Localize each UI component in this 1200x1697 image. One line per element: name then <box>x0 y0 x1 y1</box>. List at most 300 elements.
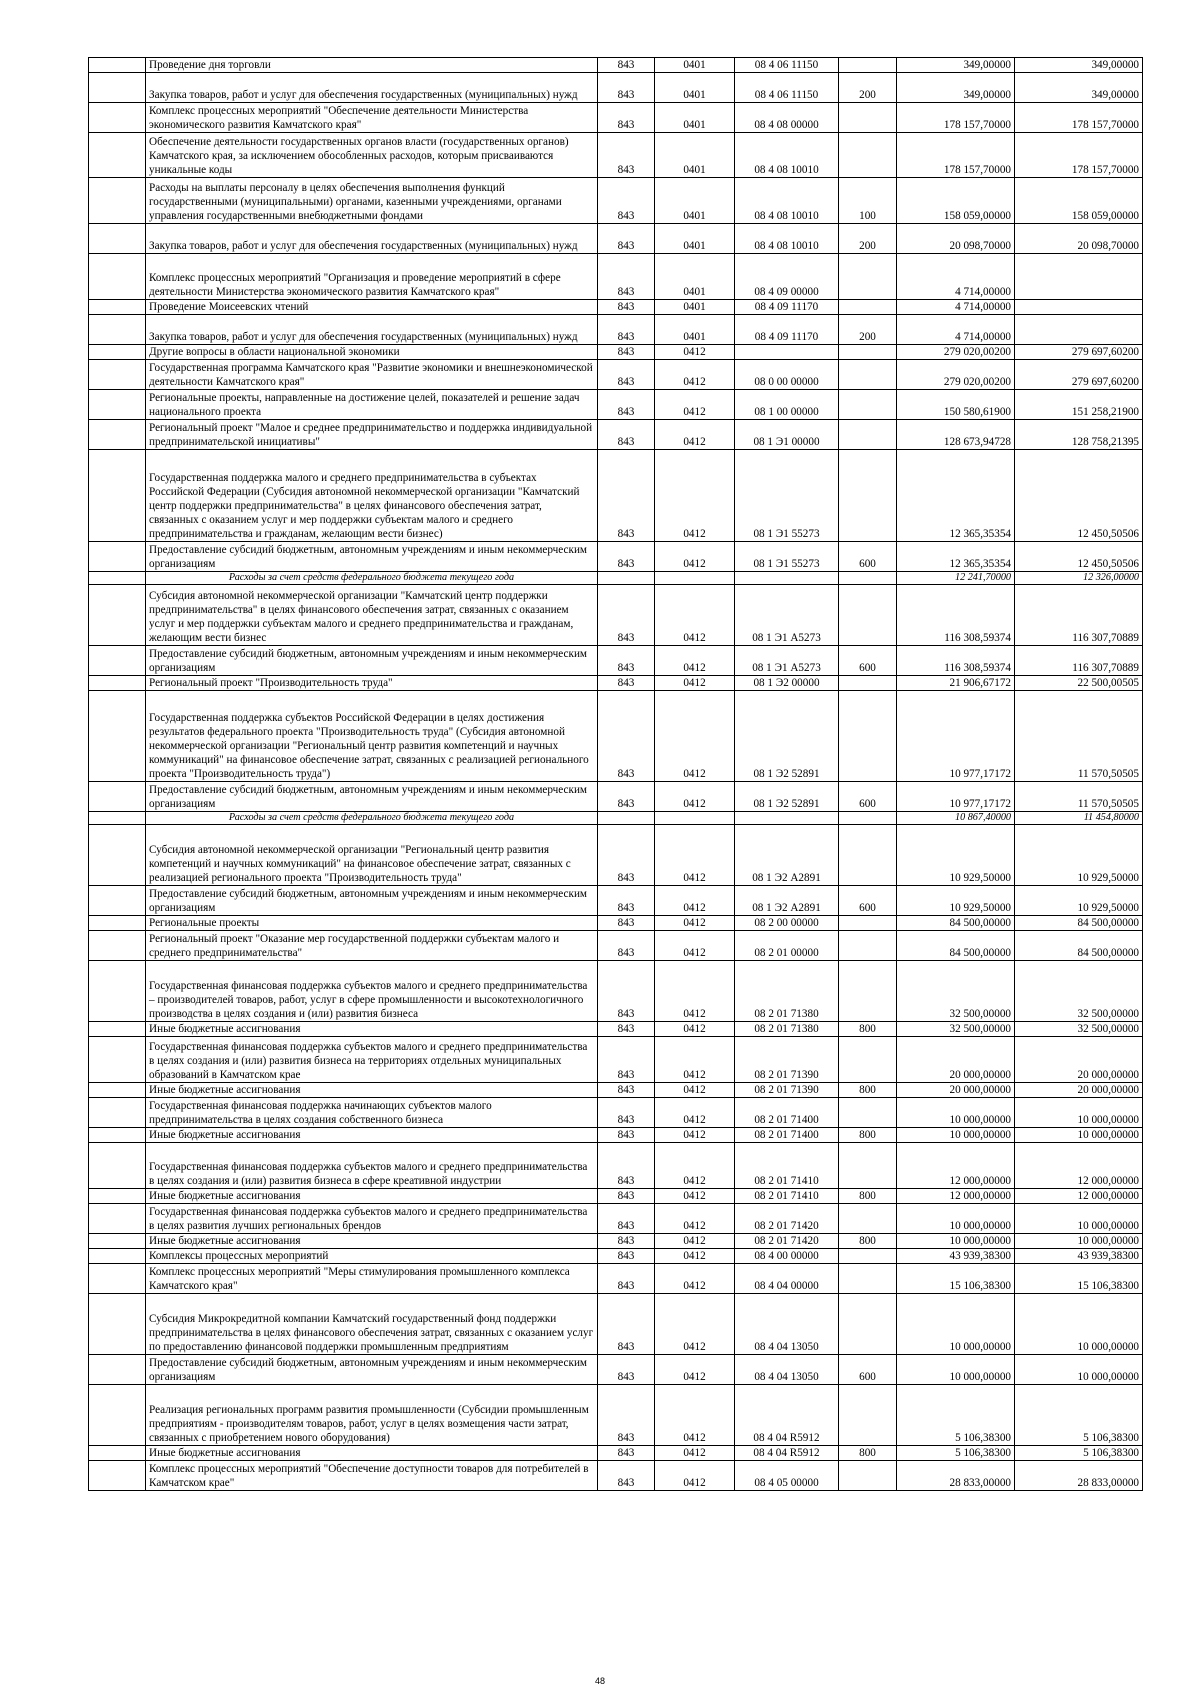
cell-amount-year1: 32 500,00000 <box>897 1022 1015 1037</box>
cell-ministry-code <box>598 572 655 585</box>
cell-ministry-code: 843 <box>598 1234 655 1249</box>
federal-budget-row <box>89 572 1143 585</box>
cell-amount-year1: 10 929,50000 <box>897 825 1015 886</box>
cell-expense-type <box>839 691 897 782</box>
cell-expense-type: 800 <box>839 1128 897 1143</box>
cell-name: Предоставление субсидий бюджетным, автономным учреждениям и иным некоммерческим организациям <box>146 782 598 812</box>
cell-amount-year2: 84 500,00000 <box>1015 916 1143 931</box>
table-row <box>89 300 1143 315</box>
cell-amount-year2: 84 500,00000 <box>1015 931 1143 961</box>
cell-target-item: 08 2 01 71420 <box>735 1234 839 1249</box>
cell-section-code: 0412 <box>655 1385 735 1446</box>
cell-ministry-code: 843 <box>598 254 655 300</box>
table-row <box>89 178 1143 224</box>
cell-index <box>89 133 146 178</box>
cell-section-code: 0412 <box>655 1461 735 1491</box>
cell-expense-type <box>839 1098 897 1128</box>
cell-target-item <box>735 345 839 360</box>
table-row <box>89 73 1143 103</box>
cell-ministry-code: 843 <box>598 178 655 224</box>
cell-section-code: 0412 <box>655 825 735 886</box>
cell-name: Иные бюджетные ассигнования <box>146 1189 598 1204</box>
cell-amount-year2: 12 326,00000 <box>1015 572 1143 585</box>
cell-index <box>89 691 146 782</box>
cell-section-code: 0412 <box>655 450 735 542</box>
cell-name: Закупка товаров, работ и услуг для обеспечения государственных (муниципальных) нужд <box>146 73 598 103</box>
cell-amount-year2: 279 697,60200 <box>1015 345 1143 360</box>
cell-ministry-code: 843 <box>598 1385 655 1446</box>
cell-amount-year2: 12 000,00000 <box>1015 1189 1143 1204</box>
cell-target-item: 08 1 Э2 A2891 <box>735 886 839 916</box>
cell-name: Расходы на выплаты персоналу в целях обеспечения выполнения функций государственными (муниципальными) органами, казенными учреждениями, органами управления государственными внебюджетными фондами <box>146 178 598 224</box>
cell-name: Государственная финансовая поддержка субъектов малого и среднего предпринимательства в целях развития лучших региональных брендов <box>146 1204 598 1234</box>
cell-amount-year1: 84 500,00000 <box>897 916 1015 931</box>
cell-expense-type <box>839 1037 897 1083</box>
cell-amount-year1: 178 157,70000 <box>897 103 1015 133</box>
cell-section-code: 0401 <box>655 133 735 178</box>
cell-name: Государственная финансовая поддержка субъектов малого и среднего предпринимательства в целях создания и (или) развития бизнеса в сфере креативной индустрии <box>146 1143 598 1189</box>
cell-ministry-code: 843 <box>598 1446 655 1461</box>
cell-name: Иные бюджетные ассигнования <box>146 1083 598 1098</box>
cell-section-code: 0412 <box>655 1098 735 1128</box>
cell-amount-year2: 32 500,00000 <box>1015 961 1143 1022</box>
cell-name: Предоставление субсидий бюджетным, автономным учреждениям и иным некоммерческим организациям <box>146 542 598 572</box>
cell-index <box>89 1143 146 1189</box>
cell-section-code: 0412 <box>655 886 735 916</box>
cell-section-code: 0412 <box>655 420 735 450</box>
cell-amount-year2: 12 450,50506 <box>1015 450 1143 542</box>
cell-index <box>89 103 146 133</box>
cell-section-code: 0412 <box>655 345 735 360</box>
cell-name: Государственная финансовая поддержка начинающих субъектов малого предпринимательства в целях создания собственного бизнеса <box>146 1098 598 1128</box>
cell-name: Субсидия Микрокредитной компании Камчатский государственный фонд поддержки предпринимательства в целях финансового обеспечения затрат, связанных с оказанием услуг по предоставлению финансовой поддержки промышленным предприятиям <box>146 1294 598 1355</box>
cell-index <box>89 1446 146 1461</box>
cell-index <box>89 1204 146 1234</box>
table-row <box>89 315 1143 345</box>
cell-amount-year1: 32 500,00000 <box>897 961 1015 1022</box>
cell-expense-type <box>839 58 897 73</box>
cell-amount-year1: 21 906,67172 <box>897 676 1015 691</box>
table-row <box>89 1204 1143 1234</box>
table-row <box>89 1294 1143 1355</box>
cell-section-code: 0401 <box>655 178 735 224</box>
cell-section-code: 0401 <box>655 224 735 254</box>
cell-section-code: 0412 <box>655 1037 735 1083</box>
cell-index <box>89 676 146 691</box>
cell-expense-type <box>839 1461 897 1491</box>
cell-name: Региональные проекты, направленные на достижение целей, показателей и решение задач национального проекта <box>146 390 598 420</box>
table-row <box>89 360 1143 390</box>
cell-target-item: 08 2 00 00000 <box>735 916 839 931</box>
cell-target-item: 08 1 Э1 00000 <box>735 420 839 450</box>
cell-ministry-code: 843 <box>598 782 655 812</box>
cell-section-code: 0401 <box>655 254 735 300</box>
cell-ministry-code: 843 <box>598 1294 655 1355</box>
cell-index <box>89 572 146 585</box>
table-body <box>89 58 1143 1491</box>
cell-name: Предоставление субсидий бюджетным, автономным учреждениям и иным некоммерческим организациям <box>146 886 598 916</box>
cell-amount-year2: 22 500,00505 <box>1015 676 1143 691</box>
cell-ministry-code: 843 <box>598 390 655 420</box>
cell-expense-type <box>839 1249 897 1264</box>
cell-target-item: 08 4 00 00000 <box>735 1249 839 1264</box>
cell-name: Государственная финансовая поддержка субъектов малого и среднего предпринимательства – производителей товаров, работ, услуг в сфере промышленности и высокотехнологичного производства в целях создания и (или) развития бизнеса <box>146 961 598 1022</box>
cell-amount-year2: 178 157,70000 <box>1015 103 1143 133</box>
cell-target-item: 08 1 Э1 55273 <box>735 450 839 542</box>
cell-section-code: 0412 <box>655 916 735 931</box>
cell-amount-year1: 116 308,59374 <box>897 585 1015 646</box>
cell-amount-year2: 12 450,50506 <box>1015 542 1143 572</box>
cell-target-item: 08 4 08 10010 <box>735 178 839 224</box>
cell-index <box>89 782 146 812</box>
table-row <box>89 931 1143 961</box>
table-row <box>89 961 1143 1022</box>
cell-section-code: 0412 <box>655 1022 735 1037</box>
table-row <box>89 420 1143 450</box>
cell-expense-type <box>839 360 897 390</box>
cell-target-item: 08 4 09 11170 <box>735 315 839 345</box>
cell-amount-year1: 178 157,70000 <box>897 133 1015 178</box>
cell-section-code: 0401 <box>655 73 735 103</box>
cell-ministry-code: 843 <box>598 676 655 691</box>
cell-name: Комплекс процессных мероприятий "Обеспечение деятельности Министерства экономического развития Камчатского края" <box>146 103 598 133</box>
cell-target-item: 08 4 04 00000 <box>735 1264 839 1294</box>
cell-index <box>89 1189 146 1204</box>
cell-section-code: 0412 <box>655 390 735 420</box>
cell-ministry-code: 843 <box>598 542 655 572</box>
cell-amount-year1: 10 000,00000 <box>897 1234 1015 1249</box>
table-row <box>89 1385 1143 1446</box>
budget-table <box>88 57 1143 1491</box>
cell-amount-year2: 28 833,00000 <box>1015 1461 1143 1491</box>
cell-section-code: 0412 <box>655 585 735 646</box>
cell-ministry-code: 843 <box>598 1143 655 1189</box>
table-row <box>89 133 1143 178</box>
cell-expense-type: 800 <box>839 1083 897 1098</box>
cell-amount-year2: 128 758,21395 <box>1015 420 1143 450</box>
cell-amount-year1: 5 106,38300 <box>897 1385 1015 1446</box>
cell-name: Предоставление субсидий бюджетным, автономным учреждениям и иным некоммерческим организациям <box>146 1355 598 1385</box>
cell-expense-type <box>839 103 897 133</box>
cell-amount-year2: 20 098,70000 <box>1015 224 1143 254</box>
cell-amount-year1: 20 000,00000 <box>897 1083 1015 1098</box>
cell-ministry-code: 843 <box>598 345 655 360</box>
cell-amount-year2: 10 000,00000 <box>1015 1098 1143 1128</box>
cell-amount-year2: 5 106,38300 <box>1015 1446 1143 1461</box>
cell-index <box>89 1128 146 1143</box>
cell-expense-type <box>839 300 897 315</box>
cell-index <box>89 812 146 825</box>
cell-amount-year2: 10 000,00000 <box>1015 1128 1143 1143</box>
cell-name: Иные бюджетные ассигнования <box>146 1234 598 1249</box>
table-row <box>89 390 1143 420</box>
table-row <box>89 886 1143 916</box>
cell-section-code: 0412 <box>655 1264 735 1294</box>
table-row <box>89 646 1143 676</box>
table-row <box>89 254 1143 300</box>
cell-amount-year1: 4 714,00000 <box>897 254 1015 300</box>
cell-name: Комплекс процессных мероприятий "Обеспечение доступности товаров для потребителей в Камчатском крае" <box>146 1461 598 1491</box>
cell-expense-type <box>839 390 897 420</box>
cell-ministry-code: 843 <box>598 73 655 103</box>
cell-index <box>89 420 146 450</box>
cell-amount-year1: 20 000,00000 <box>897 1037 1015 1083</box>
cell-index <box>89 224 146 254</box>
cell-ministry-code: 843 <box>598 961 655 1022</box>
cell-name: Региональный проект "Производительность труда" <box>146 676 598 691</box>
cell-target-item: 08 1 Э2 52891 <box>735 691 839 782</box>
cell-expense-type: 800 <box>839 1022 897 1037</box>
cell-amount-year1: 116 308,59374 <box>897 646 1015 676</box>
cell-amount-year1: 10 977,17172 <box>897 782 1015 812</box>
cell-index <box>89 1461 146 1491</box>
cell-amount-year2: 43 939,38300 <box>1015 1249 1143 1264</box>
cell-name: Комплексы процессных мероприятий <box>146 1249 598 1264</box>
cell-target-item <box>735 812 839 825</box>
table-row <box>89 450 1143 542</box>
cell-name: Региональный проект "Малое и среднее предпринимательство и поддержка индивидуальной предпринимательской инициативы" <box>146 420 598 450</box>
cell-section-code: 0412 <box>655 360 735 390</box>
cell-amount-year1: 10 867,40000 <box>897 812 1015 825</box>
cell-amount-year2: 158 059,00000 <box>1015 178 1143 224</box>
table-row <box>89 542 1143 572</box>
cell-ministry-code: 843 <box>598 646 655 676</box>
cell-amount-year1: 10 929,50000 <box>897 886 1015 916</box>
cell-section-code: 0401 <box>655 300 735 315</box>
cell-amount-year2: 10 000,00000 <box>1015 1204 1143 1234</box>
cell-name: Региональные проекты <box>146 916 598 931</box>
cell-section-code <box>655 812 735 825</box>
table-row <box>89 224 1143 254</box>
cell-amount-year1: 43 939,38300 <box>897 1249 1015 1264</box>
cell-ministry-code: 843 <box>598 1037 655 1083</box>
federal-budget-row <box>89 812 1143 825</box>
cell-amount-year2: 11 570,50505 <box>1015 782 1143 812</box>
cell-expense-type: 200 <box>839 315 897 345</box>
cell-expense-type <box>839 1143 897 1189</box>
cell-section-code: 0412 <box>655 1446 735 1461</box>
cell-target-item: 08 4 09 11170 <box>735 300 839 315</box>
table-row <box>89 1234 1143 1249</box>
cell-amount-year2 <box>1015 254 1143 300</box>
cell-amount-year2: 12 000,00000 <box>1015 1143 1143 1189</box>
cell-index <box>89 178 146 224</box>
table-row <box>89 1022 1143 1037</box>
cell-index <box>89 585 146 646</box>
cell-expense-type: 600 <box>839 782 897 812</box>
cell-index <box>89 1249 146 1264</box>
cell-name: Реализация региональных программ развития промышленности (Субсидии промышленным предприятиям - производителям товаров, работ, услуг в целях возмещения части затрат, связанных с приобретением нового оборудования) <box>146 1385 598 1446</box>
cell-ministry-code: 843 <box>598 1204 655 1234</box>
cell-amount-year2 <box>1015 300 1143 315</box>
cell-ministry-code: 843 <box>598 1098 655 1128</box>
cell-name: Государственная программа Камчатского края "Развитие экономики и внешнеэкономической деятельности Камчатского края" <box>146 360 598 390</box>
cell-ministry-code: 843 <box>598 1189 655 1204</box>
cell-section-code: 0412 <box>655 1189 735 1204</box>
cell-section-code: 0412 <box>655 542 735 572</box>
cell-amount-year1: 279 020,00200 <box>897 360 1015 390</box>
cell-target-item: 08 1 00 00000 <box>735 390 839 420</box>
cell-ministry-code: 843 <box>598 103 655 133</box>
cell-expense-type <box>839 1204 897 1234</box>
cell-section-code: 0412 <box>655 1204 735 1234</box>
cell-name: Комплекс процессных мероприятий "Меры стимулирования промышленного комплекса Камчатского края" <box>146 1264 598 1294</box>
cell-index <box>89 390 146 420</box>
cell-target-item: 08 1 Э1 A5273 <box>735 646 839 676</box>
cell-expense-type: 200 <box>839 224 897 254</box>
cell-name: Другие вопросы в области национальной экономики <box>146 345 598 360</box>
cell-target-item: 08 1 Э1 A5273 <box>735 585 839 646</box>
cell-expense-type <box>839 931 897 961</box>
cell-name: Региональный проект "Оказание мер государственной поддержки субъектам малого и среднего предпринимательства" <box>146 931 598 961</box>
cell-target-item: 08 2 01 71380 <box>735 961 839 1022</box>
cell-target-item: 08 4 08 10010 <box>735 224 839 254</box>
cell-amount-year2: 10 000,00000 <box>1015 1294 1143 1355</box>
cell-expense-type <box>839 450 897 542</box>
cell-name: Проведение Моисеевских чтений <box>146 300 598 315</box>
cell-index <box>89 345 146 360</box>
cell-amount-year2: 116 307,70889 <box>1015 585 1143 646</box>
cell-amount-year2: 116 307,70889 <box>1015 646 1143 676</box>
cell-amount-year2: 20 000,00000 <box>1015 1037 1143 1083</box>
cell-ministry-code: 843 <box>598 224 655 254</box>
cell-section-code: 0412 <box>655 782 735 812</box>
cell-amount-year1: 15 106,38300 <box>897 1264 1015 1294</box>
table-row <box>89 1461 1143 1491</box>
cell-ministry-code: 843 <box>598 886 655 916</box>
cell-index <box>89 254 146 300</box>
cell-index <box>89 360 146 390</box>
cell-target-item: 08 4 04 13050 <box>735 1294 839 1355</box>
cell-ministry-code: 843 <box>598 1264 655 1294</box>
cell-target-item: 08 4 04 R5912 <box>735 1446 839 1461</box>
cell-index <box>89 916 146 931</box>
cell-section-code: 0412 <box>655 691 735 782</box>
table-row <box>89 1189 1143 1204</box>
table-row <box>89 1355 1143 1385</box>
cell-target-item: 08 4 06 11150 <box>735 58 839 73</box>
cell-section-code: 0412 <box>655 961 735 1022</box>
table-row <box>89 585 1143 646</box>
table-row <box>89 1446 1143 1461</box>
cell-amount-year1: 128 673,94728 <box>897 420 1015 450</box>
cell-amount-year2: 10 929,50000 <box>1015 886 1143 916</box>
cell-target-item: 08 1 Э1 55273 <box>735 542 839 572</box>
cell-amount-year1: 349,00000 <box>897 73 1015 103</box>
cell-expense-type <box>839 1294 897 1355</box>
cell-name: Закупка товаров, работ и услуг для обеспечения государственных (муниципальных) нужд <box>146 315 598 345</box>
cell-index <box>89 1037 146 1083</box>
table-row <box>89 916 1143 931</box>
table-row <box>89 825 1143 886</box>
cell-expense-type: 100 <box>839 178 897 224</box>
cell-expense-type: 800 <box>839 1189 897 1204</box>
cell-section-code <box>655 572 735 585</box>
cell-amount-year1: 12 000,00000 <box>897 1189 1015 1204</box>
cell-amount-year1: 10 000,00000 <box>897 1098 1015 1128</box>
cell-expense-type: 800 <box>839 1446 897 1461</box>
cell-ministry-code: 843 <box>598 1355 655 1385</box>
cell-target-item: 08 2 01 71410 <box>735 1189 839 1204</box>
cell-ministry-code: 843 <box>598 691 655 782</box>
cell-section-code: 0412 <box>655 1294 735 1355</box>
cell-name: Субсидия автономной некоммерческой организации "Региональный центр развития компетенций и научных коммуникаций" на финансовое обеспечение затрат, связанных с реализацией регионального проекта "Производительность труда" <box>146 825 598 886</box>
cell-target-item: 08 4 04 13050 <box>735 1355 839 1385</box>
table-row <box>89 58 1143 73</box>
cell-expense-type <box>839 572 897 585</box>
cell-target-item <box>735 572 839 585</box>
cell-section-code: 0401 <box>655 103 735 133</box>
cell-expense-type: 600 <box>839 886 897 916</box>
table-row <box>89 1128 1143 1143</box>
cell-index <box>89 646 146 676</box>
cell-amount-year2: 11 454,80000 <box>1015 812 1143 825</box>
cell-expense-type <box>839 812 897 825</box>
cell-amount-year1: 12 365,35354 <box>897 542 1015 572</box>
cell-amount-year1: 10 977,17172 <box>897 691 1015 782</box>
cell-amount-year2: 15 106,38300 <box>1015 1264 1143 1294</box>
cell-ministry-code: 843 <box>598 1249 655 1264</box>
cell-expense-type <box>839 420 897 450</box>
table-row <box>89 345 1143 360</box>
cell-target-item: 08 4 06 11150 <box>735 73 839 103</box>
cell-target-item: 08 1 Э2 52891 <box>735 782 839 812</box>
cell-expense-type: 200 <box>839 73 897 103</box>
cell-expense-type <box>839 916 897 931</box>
cell-amount-year2: 11 570,50505 <box>1015 691 1143 782</box>
cell-amount-year1: 150 580,61900 <box>897 390 1015 420</box>
cell-name: Государственная поддержка субъектов Российской Федерации в целях достижения результатов федерального проекта "Производительность труда" (Субсидия автономной некоммерческой организации "Региональный центр развития компетенций и научных коммуникаций" на финансовое обеспечение затрат, связанных с реализацией регионального проекта "Производительность труда") <box>146 691 598 782</box>
cell-target-item: 08 2 01 71390 <box>735 1083 839 1098</box>
table-row <box>89 782 1143 812</box>
table-row <box>89 103 1143 133</box>
cell-target-item: 08 1 Э2 A2891 <box>735 825 839 886</box>
cell-expense-type: 600 <box>839 542 897 572</box>
cell-expense-type <box>839 961 897 1022</box>
cell-section-code: 0412 <box>655 676 735 691</box>
cell-target-item: 08 4 08 00000 <box>735 103 839 133</box>
cell-target-item: 08 4 05 00000 <box>735 1461 839 1491</box>
cell-amount-year2: 349,00000 <box>1015 58 1143 73</box>
cell-amount-year2: 151 258,21900 <box>1015 390 1143 420</box>
cell-index <box>89 1083 146 1098</box>
cell-target-item: 08 4 04 R5912 <box>735 1385 839 1446</box>
cell-amount-year1: 12 000,00000 <box>897 1143 1015 1189</box>
cell-amount-year2 <box>1015 315 1143 345</box>
cell-target-item: 08 1 Э2 00000 <box>735 676 839 691</box>
cell-name: Субсидия автономной некоммерческой организации "Камчатский центр поддержки предпринимательства" в целях финансового обеспечения затрат, связанных с оказанием услуг и мер поддержки субъектам малого и среднего предпринимательства и гражданам, желающим вести бизнес <box>146 585 598 646</box>
table-row <box>89 1098 1143 1128</box>
cell-amount-year1: 4 714,00000 <box>897 300 1015 315</box>
cell-ministry-code: 843 <box>598 58 655 73</box>
cell-section-code: 0412 <box>655 646 735 676</box>
cell-index <box>89 961 146 1022</box>
cell-ministry-code: 843 <box>598 931 655 961</box>
cell-ministry-code <box>598 812 655 825</box>
cell-expense-type <box>839 133 897 178</box>
cell-index <box>89 1264 146 1294</box>
cell-target-item: 08 0 00 00000 <box>735 360 839 390</box>
cell-name: Государственная финансовая поддержка субъектов малого и среднего предпринимательства в целях создания и (или) развития бизнеса на территориях отдельных муниципальных образований в Камчатском крае <box>146 1037 598 1083</box>
cell-amount-year1: 12 365,35354 <box>897 450 1015 542</box>
cell-amount-year1: 5 106,38300 <box>897 1446 1015 1461</box>
cell-target-item: 08 2 01 71390 <box>735 1037 839 1083</box>
cell-index <box>89 886 146 916</box>
cell-ministry-code: 843 <box>598 916 655 931</box>
cell-index <box>89 73 146 103</box>
cell-name: Государственная поддержка малого и среднего предпринимательства в субъектах Российской Федерации (Субсидия автономной некоммерческой организации "Камчатский центр поддержки предпринимательства" в целях финансового обеспечения затрат, связанных с оказанием услуг и мер поддержки субъектам малого и среднего предпринимательства и гражданам, желающим вести бизнес) <box>146 450 598 542</box>
cell-ministry-code: 843 <box>598 585 655 646</box>
